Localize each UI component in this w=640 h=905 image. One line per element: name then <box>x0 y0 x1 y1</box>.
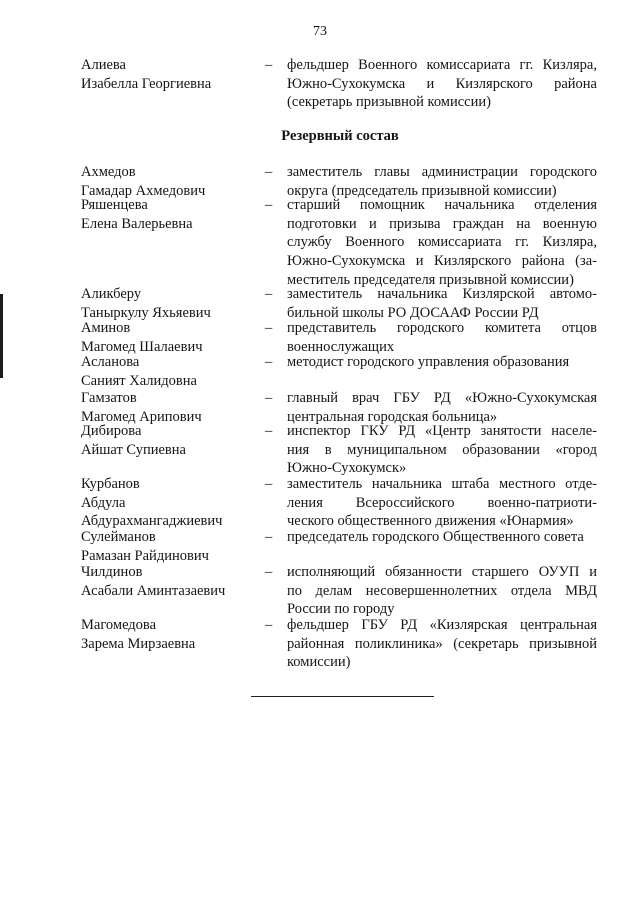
role-line: по делам несовершеннолетних отдела МВД <box>287 582 597 599</box>
page-number: 73 <box>313 24 327 39</box>
member-surname: Сулейманов <box>81 529 156 545</box>
member-role <box>287 285 597 322</box>
member-name <box>81 56 261 93</box>
role-line: подготовки и призыва граждан на военную <box>287 215 597 232</box>
member-surname: Курбанов <box>81 476 140 492</box>
separator-dash: – <box>265 57 273 73</box>
member-role <box>287 196 597 290</box>
role-line: старший помощник начальника отделения <box>287 197 597 213</box>
role-line: округа (председатель призывной комиссии) <box>287 182 557 199</box>
role-line: меститель председателя призывной комиссии) <box>287 271 574 288</box>
member-name <box>81 196 261 233</box>
role-line: заместитель начальника штаба местного отде- <box>287 476 597 492</box>
separator-dash: – <box>265 286 273 302</box>
separator-dash: – <box>265 164 273 180</box>
member-name <box>81 353 261 390</box>
role-line: районная поликлиника» (секретарь призывной <box>287 635 597 652</box>
member-name <box>81 422 261 459</box>
member-role <box>287 422 597 478</box>
member-surname: Чилдинов <box>81 564 143 580</box>
member-role <box>287 563 597 619</box>
member-role <box>287 56 597 112</box>
separator-dash: – <box>265 320 273 336</box>
member-given-names: Таныркулу Яхьяевич <box>81 304 211 321</box>
role-line: Южно-Сухокумска и Кизлярского района <box>287 75 597 92</box>
member-name <box>81 163 261 200</box>
member-name <box>81 528 261 565</box>
role-line: комиссии) <box>287 654 351 671</box>
role-line: России по городу <box>287 601 395 618</box>
separator-dash: – <box>265 390 273 406</box>
separator-dash: – <box>265 564 273 580</box>
separator-dash: – <box>265 476 273 492</box>
member-surname: Дибирова <box>81 423 142 439</box>
role-line: представитель городского комитета отцов <box>287 320 597 336</box>
separator-dash: – <box>265 197 273 213</box>
role-line: методист городского управления образования <box>287 354 570 370</box>
member-role <box>287 616 597 672</box>
member-given-names: Изабелла Георгиевна <box>81 75 212 92</box>
member-role <box>287 163 597 200</box>
section-heading-reserve: Резервный состав <box>281 128 399 144</box>
member-surname: Гамзатов <box>81 390 137 406</box>
end-of-list-rule <box>251 696 434 697</box>
member-surname: Ряшенцева <box>81 197 148 213</box>
role-line: фельдшер Военного комиссариата гг. Кизляра, <box>287 57 597 73</box>
member-role <box>287 528 597 547</box>
separator-dash: – <box>265 617 273 633</box>
member-role <box>287 353 597 372</box>
role-line: бильной школы РО ДОСААФ России РД <box>287 304 539 321</box>
scan-edge-mark <box>0 294 3 378</box>
member-surname: Магомедова <box>81 617 157 633</box>
member-given-names: Зарема Мирзаевна <box>81 635 196 652</box>
member-given-names: Магомед Арипович <box>81 408 202 425</box>
member-surname: Асланова <box>81 354 140 370</box>
member-name <box>81 319 261 356</box>
member-role <box>287 319 597 356</box>
member-given-names: Айшат Супиевна <box>81 441 186 458</box>
member-given-names: Асабали Аминтазаевич <box>81 582 226 599</box>
role-line: заместитель начальника Кизлярской автомо- <box>287 286 597 302</box>
separator-dash: – <box>265 529 273 545</box>
role-line: службу Военного комиссариата гг. Кизляра, <box>287 234 597 251</box>
role-line: Южно-Сухокумск» <box>287 460 407 477</box>
role-line: заместитель главы администрации городского <box>287 164 597 180</box>
member-given-names: Гамадар Ахмедович <box>81 182 206 199</box>
member-name <box>81 389 261 426</box>
member-given-names: Абдула <box>81 494 126 511</box>
role-line: Южно-Сухокумска и Кизлярского района (за- <box>287 253 597 270</box>
member-surname: Алиева <box>81 57 126 73</box>
role-line: (секретарь призывной комиссии) <box>287 94 491 111</box>
role-line: ления Всероссийского военно-патриоти- <box>287 494 597 511</box>
member-name <box>81 285 261 322</box>
member-name <box>81 475 261 531</box>
role-line: центральная городская больница» <box>287 408 498 425</box>
member-role <box>287 475 597 531</box>
separator-dash: – <box>265 423 273 439</box>
member-surname: Аликберу <box>81 286 142 302</box>
member-role <box>287 389 597 426</box>
role-line: главный врач ГБУ РД «Южно-Сухокумская <box>287 390 597 406</box>
role-line: исполняющий обязанности старшего ОУУП и <box>287 564 597 580</box>
member-patronymic: Абдурахмангаджиевич <box>81 513 223 530</box>
member-given-names: Саният Халидовна <box>81 372 197 389</box>
role-line: фельдшер ГБУ РД «Кизлярская центральная <box>287 617 597 633</box>
role-line: ния в муниципальном образовании «город <box>287 441 597 458</box>
member-given-names: Магомед Шалаевич <box>81 338 203 355</box>
role-line: председатель городского Общественного совета <box>287 529 584 545</box>
member-given-names: Елена Валерьевна <box>81 215 193 232</box>
role-line: инспектор ГКУ РД «Центр занятости населе- <box>287 423 597 439</box>
member-given-names: Рамазан Райдинович <box>81 547 209 564</box>
member-surname: Ахмедов <box>81 164 136 180</box>
member-name <box>81 563 261 600</box>
role-line: военнослужащих <box>287 338 395 355</box>
separator-dash: – <box>265 354 273 370</box>
member-surname: Аминов <box>81 320 131 336</box>
member-name <box>81 616 261 653</box>
role-line: ческого общественного движения «Юнармия» <box>287 513 574 530</box>
